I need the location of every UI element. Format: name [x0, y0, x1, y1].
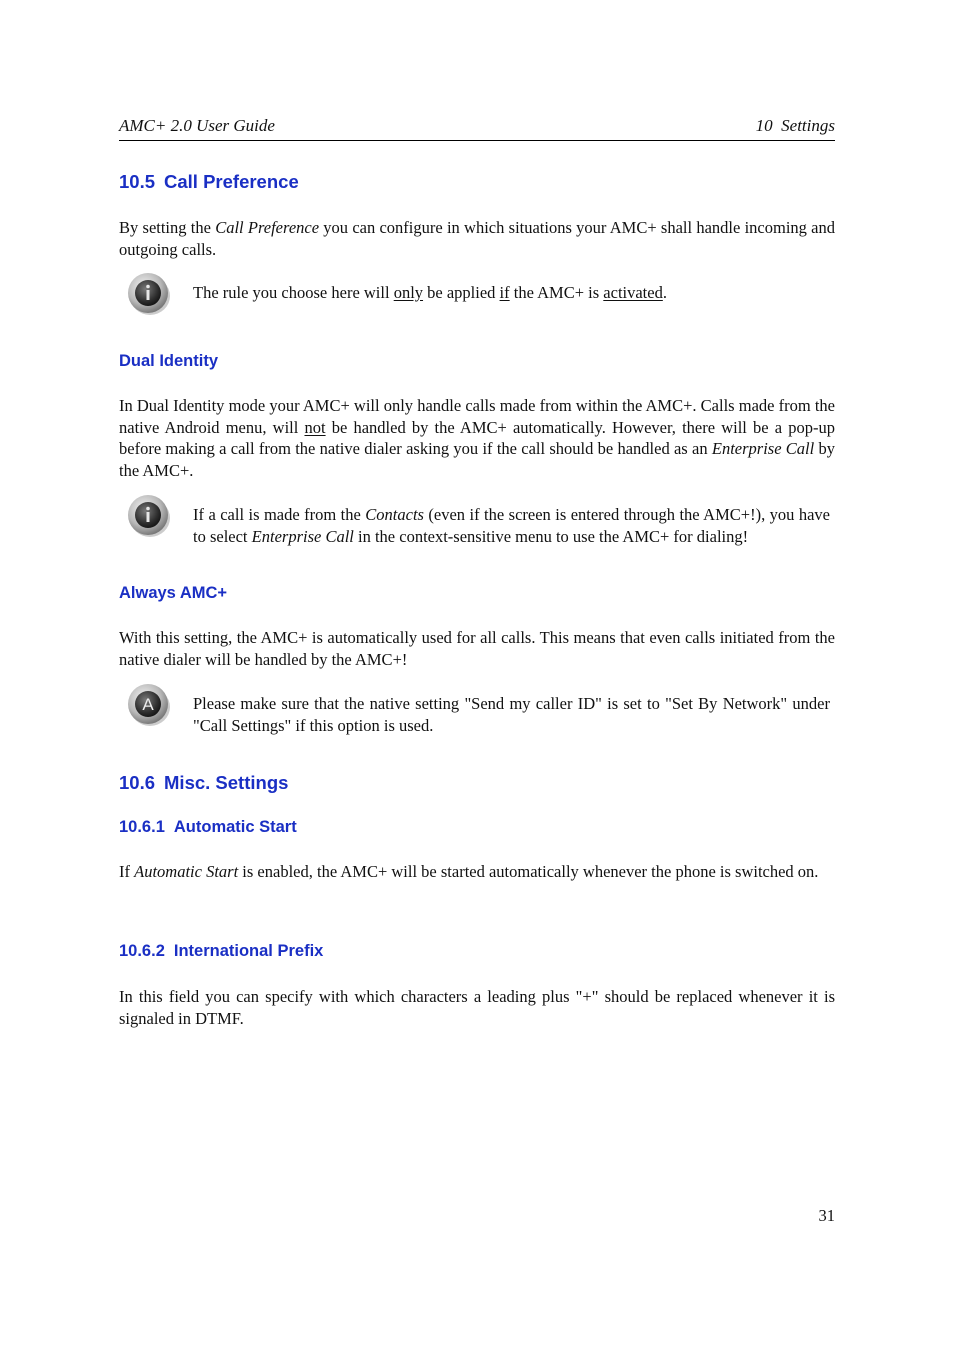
svg-text:A: A: [142, 695, 154, 714]
section-heading-misc-settings: 10.6 Misc. Settings: [119, 772, 289, 793]
subheading-international-prefix: 10.6.2 International Prefix: [119, 942, 324, 960]
paragraph-dual-identity: In Dual Identity mode your AMC+ will only handle calls made from within the AMC+. Calls made from the native Android menu, will not be handled by the AMC+ automatically. However, there will be a pop-up before making a call from the native dialer asking you if the call should be handled as an Enterprise Call by the AMC+.: [119, 396, 835, 481]
paragraph-call-preference: By setting the Call Preference you can configure in which situations your AMC+ shall handle incoming and outgoing calls.: [119, 218, 835, 259]
subheading-dual-identity: Dual Identity: [119, 352, 219, 370]
paragraph-international-prefix: In this field you can specify with which characters a leading plus "+" should be replaced whenever it is signaled in DTMF.: [119, 987, 835, 1028]
subheading-always-amc: Always AMC+: [119, 584, 228, 602]
info-note-contacts: [119, 494, 835, 544]
subheading-automatic-start: 10.6.1 Automatic Start: [119, 818, 297, 836]
header-section: 10 Settings: [755, 116, 835, 135]
info-icon: [127, 494, 171, 538]
running-header: [119, 116, 835, 141]
attention-icon: [127, 683, 171, 727]
info-icon: [127, 272, 171, 316]
info-note-rule: [119, 272, 835, 322]
info-note-text: The rule you choose here will only be applied if the AMC+ is activated.: [193, 283, 667, 302]
header-title: AMC+ 2.0 User Guide: [119, 116, 275, 135]
attention-note-caller-id: [119, 683, 835, 733]
attention-note-text: Please make sure that the native setting "Send my caller ID" is set to "Set By Network" under "Call Settings" if this option is used.: [193, 694, 830, 735]
section-heading-call-preference: 10.5 Call Preference: [119, 171, 299, 192]
page-number: 31: [818, 1206, 835, 1225]
paragraph-automatic-start: If Automatic Start is enabled, the AMC+ will be started automatically whenever the phone is switched on.: [119, 862, 819, 881]
info-note-text: If a call is made from the Contacts (even if the screen is entered through the AMC+!), you have to select Enterprise Call in the context-sensitive menu to use the AMC+ for dialing!: [193, 505, 830, 546]
paragraph-always-amc: With this setting, the AMC+ is automatically used for all calls. This means that even calls initiated from the native dialer will be handled by the AMC+!: [119, 628, 835, 669]
